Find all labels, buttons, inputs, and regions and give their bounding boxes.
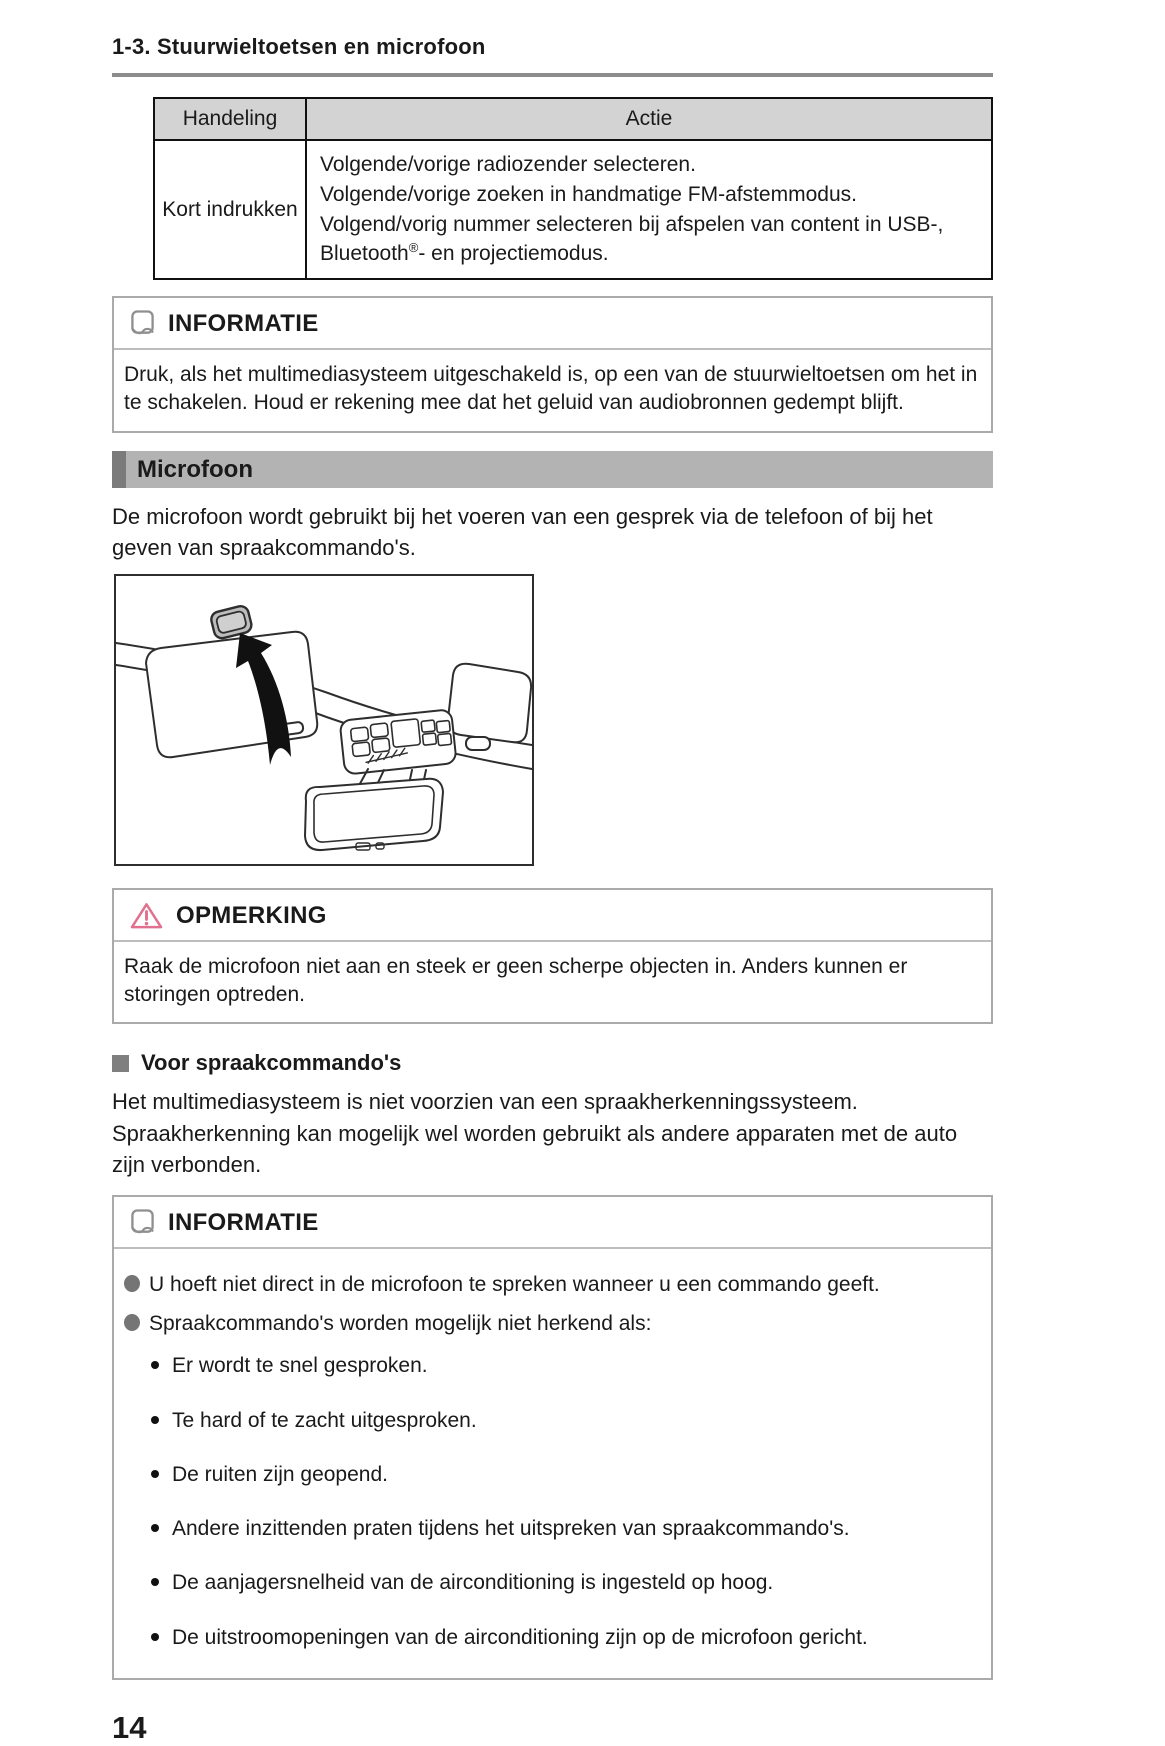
circle-bullet-icon — [124, 1314, 140, 1331]
list-item — [151, 1406, 977, 1434]
table-header-row — [154, 98, 992, 140]
notice-box-title: OPMERKING — [176, 901, 327, 929]
list-item — [151, 1351, 977, 1379]
secondary-bullet-list — [151, 1351, 977, 1664]
column-header-handeling: Handeling — [154, 98, 306, 140]
list-item — [151, 1514, 977, 1542]
section-title: Microfoon — [137, 455, 253, 483]
list-item-text: Spraakcommando's worden mogelijk niet herkend als: — [149, 1311, 652, 1335]
subsection-body: Het multimediasysteem is niet voorzien van een spraakherkenningssysteem. Spraakherkenning kan mogelijk wel worden gebruikt als andere apparaten met de auto zijn verbonden. — [112, 1089, 958, 1178]
list-item — [151, 1623, 977, 1651]
list-gap — [151, 1434, 977, 1447]
dot-bullet-icon — [151, 1361, 159, 1369]
page-number: 14 — [112, 1709, 147, 1745]
list-item — [124, 1310, 977, 1339]
list-gap — [151, 1597, 977, 1610]
square-bullet-icon — [112, 1055, 129, 1072]
cell-handeling: Kort indrukken — [154, 140, 306, 279]
notice-box — [112, 888, 993, 1024]
subsection-title: Voor spraakcommando's — [141, 1050, 402, 1076]
action-table — [153, 97, 993, 280]
list-item — [151, 1568, 977, 1596]
microphone-illustration — [114, 574, 534, 866]
info-box-2-title: INFORMATIE — [168, 1209, 319, 1237]
info-box-2-body — [114, 1249, 991, 1678]
list-item — [151, 1460, 977, 1488]
dot-bullet-icon — [151, 1633, 159, 1641]
list-gap — [151, 1542, 977, 1555]
breadcrumb: 1-3. Stuurwieltoetsen en microfoon — [112, 34, 486, 59]
car-ceiling-drawing — [116, 576, 532, 864]
info-box-1 — [112, 296, 993, 432]
notice-box-header — [114, 890, 991, 940]
section-bar-microfoon — [112, 451, 993, 488]
dot-bullet-icon — [151, 1524, 159, 1532]
section-accent — [112, 451, 126, 488]
list-item-text: De uitstroomopeningen van de airconditioning zijn op de microfoon gericht. — [172, 1625, 868, 1649]
dot-bullet-icon — [151, 1578, 159, 1586]
info-box-2-header — [114, 1197, 991, 1247]
list-item-text: Andere inzittenden praten tijdens het uitspreken van spraakcommando's. — [172, 1517, 850, 1541]
section-intro: De microfoon wordt gebruikt bij het voeren van een gesprek via de telefoon of bij het geven van spraakcommando's. — [112, 503, 933, 561]
book-icon — [130, 309, 155, 340]
dot-bullet-icon — [151, 1416, 159, 1424]
info-box-2 — [112, 1195, 993, 1680]
list-item-text: De aanjagersnelheid van de airconditioning is ingesteld op hoog. — [172, 1571, 774, 1595]
header-rule — [112, 73, 993, 77]
notice-box-body: Raak de microfoon niet aan en steek er geen scherpe objecten in. Anders kunnen er storingen optreden. — [124, 954, 908, 1006]
list-item — [124, 1271, 977, 1300]
warning-triangle-icon — [130, 901, 163, 930]
primary-bullet-list — [124, 1271, 977, 1338]
actie-line: Volgende/vorige zoeken in handmatige FM-afstemmodus. — [320, 182, 857, 206]
list-gap — [151, 1651, 977, 1664]
list-item-text: Te hard of te zacht uitgesproken. — [172, 1408, 477, 1432]
info-box-1-header — [114, 298, 991, 348]
cell-actie — [306, 140, 992, 279]
subsection-heading — [112, 1050, 993, 1076]
circle-bullet-icon — [124, 1275, 140, 1292]
info-box-1-title: INFORMATIE — [168, 310, 319, 338]
actie-line: Volgende/vorige radiozender selecteren. — [320, 153, 696, 176]
list-gap — [151, 1380, 977, 1393]
list-item-text: U hoeft niet direct in de microfoon te spreken wanneer u een commando geeft. — [149, 1273, 880, 1297]
table-row — [154, 140, 992, 279]
list-item-text: Er wordt te snel gesproken. — [172, 1354, 428, 1378]
list-gap — [151, 1488, 977, 1501]
info-box-1-body: Druk, als het multimediasysteem uitgeschakeld is, op een van de stuurwieltoetsen om het in te schakelen. Houd er rekening mee dat het geluid van audiobronnen gedempt blijft. — [124, 363, 978, 415]
column-header-actie: Actie — [306, 98, 992, 140]
book-icon — [130, 1208, 155, 1239]
actie-line: Volgend/vorig nummer selecteren bij afspelen van content in USB-, Bluetooth®- en projectiemodus. — [320, 212, 944, 266]
list-item-text: De ruiten zijn geopend. — [172, 1462, 388, 1486]
dot-bullet-icon — [151, 1470, 159, 1478]
